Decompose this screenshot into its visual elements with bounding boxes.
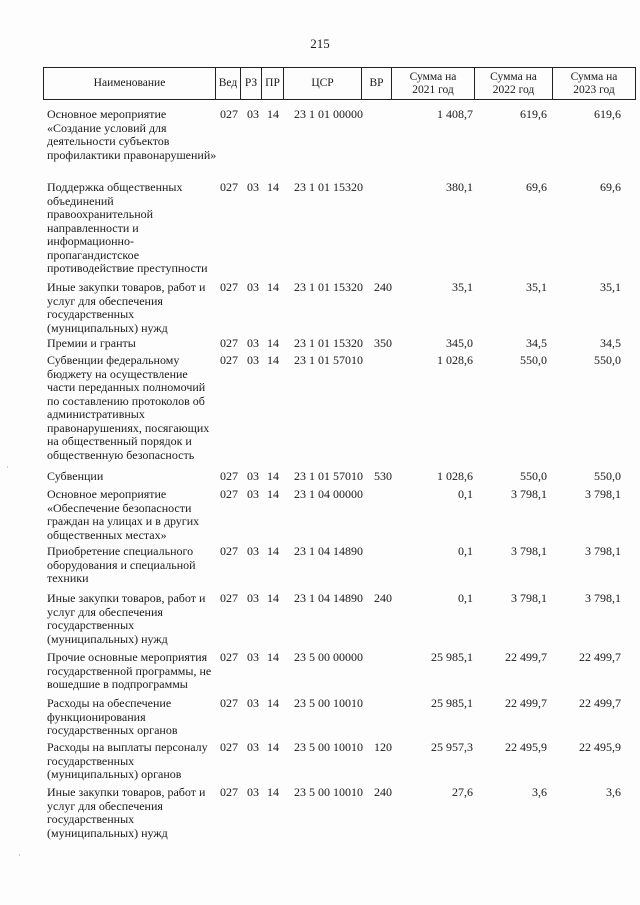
header-csr: ЦСР (283, 67, 361, 100)
header-sum-2021: Сумма на 2021 год (391, 67, 474, 100)
row-csr: 23 1 01 57010 (294, 469, 363, 483)
row-name: Расходы на выплаты персоналу государственных (муниципальных) органов (47, 740, 208, 781)
row-rz: 03 (247, 469, 259, 483)
page-number: 215 (310, 36, 330, 51)
row-ved: 027 (220, 353, 238, 367)
row-ved: 027 (220, 650, 238, 664)
row-sum-2021: 35,1 (452, 280, 473, 294)
row-name: Приобретение специального оборудования и специальной техники (47, 544, 196, 585)
row-sum-2022: 3 798,1 (511, 544, 547, 558)
row-csr: 23 5 00 10010 (294, 696, 363, 710)
row-sum-2023: 3 798,1 (585, 591, 621, 605)
row-pr: 14 (267, 336, 279, 350)
row-sum-2021: 1 408,7 (437, 107, 473, 121)
row-name: Основное мероприятие «Создание условий для деятельности субъектов профилактики правонарушений» (47, 107, 217, 162)
row-sum-2021: 0,1 (458, 487, 473, 501)
row-pr: 14 (267, 591, 279, 605)
row-csr: 23 1 01 15320 (294, 336, 363, 350)
row-sum-2022: 22 499,7 (505, 650, 547, 664)
row-pr: 14 (267, 740, 279, 754)
row-sum-2021: 380,1 (446, 180, 473, 194)
row-rz: 03 (247, 280, 259, 294)
row-rz: 03 (247, 107, 259, 121)
row-rz: 03 (247, 487, 259, 501)
row-csr: 23 5 00 10010 (294, 740, 363, 754)
row-name: Субвенции (47, 469, 104, 483)
row-vr: 240 (374, 785, 392, 799)
row-name: Иные закупки товаров, работ и услуг для обеспечения государственных (муниципальных) нужд (47, 591, 206, 646)
row-vr: 530 (374, 469, 392, 483)
row-sum-2022: 35,1 (526, 280, 547, 294)
header-name: Наименование (43, 67, 215, 100)
row-name: Поддержка общественных объединений правоохранительной направленности и информационно-пропагандистское противодействие преступности (47, 180, 208, 275)
row-name: Прочие основные мероприятия государственной программы, не вошедшие в подпрограммы (47, 650, 212, 691)
row-sum-2022: 3 798,1 (511, 591, 547, 605)
row-sum-2022: 69,6 (526, 180, 547, 194)
row-sum-2023: 35,1 (600, 280, 621, 294)
row-rz: 03 (247, 180, 259, 194)
row-sum-2023: 34,5 (600, 336, 621, 350)
row-pr: 14 (267, 180, 279, 194)
row-rz: 03 (247, 785, 259, 799)
row-rz: 03 (247, 650, 259, 664)
row-ved: 027 (220, 107, 238, 121)
row-sum-2021: 0,1 (458, 591, 473, 605)
header-pr: ПР (261, 67, 283, 100)
row-ved: 027 (220, 740, 238, 754)
row-name: Основное мероприятие «Обеспечение безопасности граждан на улицах и в других общественных местах» (47, 487, 200, 542)
row-sum-2021: 25 957,3 (431, 740, 473, 754)
row-rz: 03 (247, 696, 259, 710)
row-csr: 23 1 04 00000 (294, 487, 363, 501)
edge-mark: · (18, 850, 21, 860)
row-ved: 027 (220, 785, 238, 799)
row-name: Расходы на обеспечение функционирования государственных органов (47, 696, 178, 737)
row-name: Иные закупки товаров, работ и услуг для обеспечения государственных (муниципальных) нужд (47, 280, 206, 335)
row-csr: 23 1 01 57010 (294, 353, 363, 367)
row-rz: 03 (247, 336, 259, 350)
row-sum-2022: 550,0 (520, 469, 547, 483)
row-rz: 03 (247, 353, 259, 367)
row-sum-2023: 3,6 (606, 785, 621, 799)
row-sum-2023: 550,0 (594, 353, 621, 367)
row-pr: 14 (267, 469, 279, 483)
row-csr: 23 1 01 00000 (294, 107, 363, 121)
row-rz: 03 (247, 544, 259, 558)
row-vr: 120 (374, 740, 392, 754)
row-ved: 027 (220, 336, 238, 350)
row-sum-2023: 22 499,7 (579, 650, 621, 664)
edge-mark: · (6, 462, 9, 472)
header-vr: ВР (361, 67, 391, 100)
row-csr: 23 1 04 14890 (294, 591, 363, 605)
row-sum-2023: 3 798,1 (585, 544, 621, 558)
row-pr: 14 (267, 353, 279, 367)
header-ved: Вед (215, 67, 240, 100)
row-ved: 027 (220, 591, 238, 605)
row-csr: 23 1 01 15320 (294, 180, 363, 194)
row-sum-2023: 22 499,7 (579, 696, 621, 710)
header-sum-2023: Сумма на 2023 год (552, 67, 636, 100)
row-sum-2022: 22 499,7 (505, 696, 547, 710)
row-name: Субвенции федеральному бюджету на осуществление части переданных полномочий по составлению протоколов об административных правонарушениях, посягающих на общественный порядок и общественную безопасность (47, 353, 210, 462)
row-ved: 027 (220, 487, 238, 501)
header-sum-2022: Сумма на 2022 год (474, 67, 552, 100)
row-sum-2022: 22 495,9 (505, 740, 547, 754)
row-rz: 03 (247, 740, 259, 754)
row-sum-2023: 550,0 (594, 469, 621, 483)
row-sum-2022: 3,6 (532, 785, 547, 799)
row-rz: 03 (247, 591, 259, 605)
row-sum-2023: 3 798,1 (585, 487, 621, 501)
row-ved: 027 (220, 469, 238, 483)
row-sum-2021: 0,1 (458, 544, 473, 558)
row-name: Иные закупки товаров, работ и услуг для обеспечения государственных (муниципальных) нужд (47, 785, 206, 840)
row-sum-2023: 69,6 (600, 180, 621, 194)
row-sum-2021: 25 985,1 (431, 650, 473, 664)
row-sum-2022: 34,5 (526, 336, 547, 350)
row-ved: 027 (220, 544, 238, 558)
row-csr: 23 5 00 10010 (294, 785, 363, 799)
row-ved: 027 (220, 180, 238, 194)
row-csr: 23 1 04 14890 (294, 544, 363, 558)
row-sum-2023: 22 495,9 (579, 740, 621, 754)
row-sum-2022: 550,0 (520, 353, 547, 367)
row-name: Премии и гранты (47, 336, 136, 350)
row-sum-2022: 3 798,1 (511, 487, 547, 501)
row-csr: 23 5 00 00000 (294, 650, 363, 664)
row-pr: 14 (267, 280, 279, 294)
row-sum-2022: 619,6 (520, 107, 547, 121)
header-rz: РЗ (240, 67, 261, 100)
row-sum-2021: 345,0 (446, 336, 473, 350)
row-sum-2023: 619,6 (594, 107, 621, 121)
row-pr: 14 (267, 785, 279, 799)
row-sum-2021: 1 028,6 (437, 353, 473, 367)
row-sum-2021: 25 985,1 (431, 696, 473, 710)
row-vr: 350 (374, 336, 392, 350)
table-header (43, 67, 636, 100)
row-vr: 240 (374, 591, 392, 605)
row-sum-2021: 27,6 (452, 785, 473, 799)
row-pr: 14 (267, 487, 279, 501)
row-ved: 027 (220, 696, 238, 710)
row-vr: 240 (374, 280, 392, 294)
row-sum-2021: 1 028,6 (437, 469, 473, 483)
row-pr: 14 (267, 696, 279, 710)
row-pr: 14 (267, 107, 279, 121)
row-csr: 23 1 01 15320 (294, 280, 363, 294)
row-ved: 027 (220, 280, 238, 294)
row-pr: 14 (267, 544, 279, 558)
row-pr: 14 (267, 650, 279, 664)
